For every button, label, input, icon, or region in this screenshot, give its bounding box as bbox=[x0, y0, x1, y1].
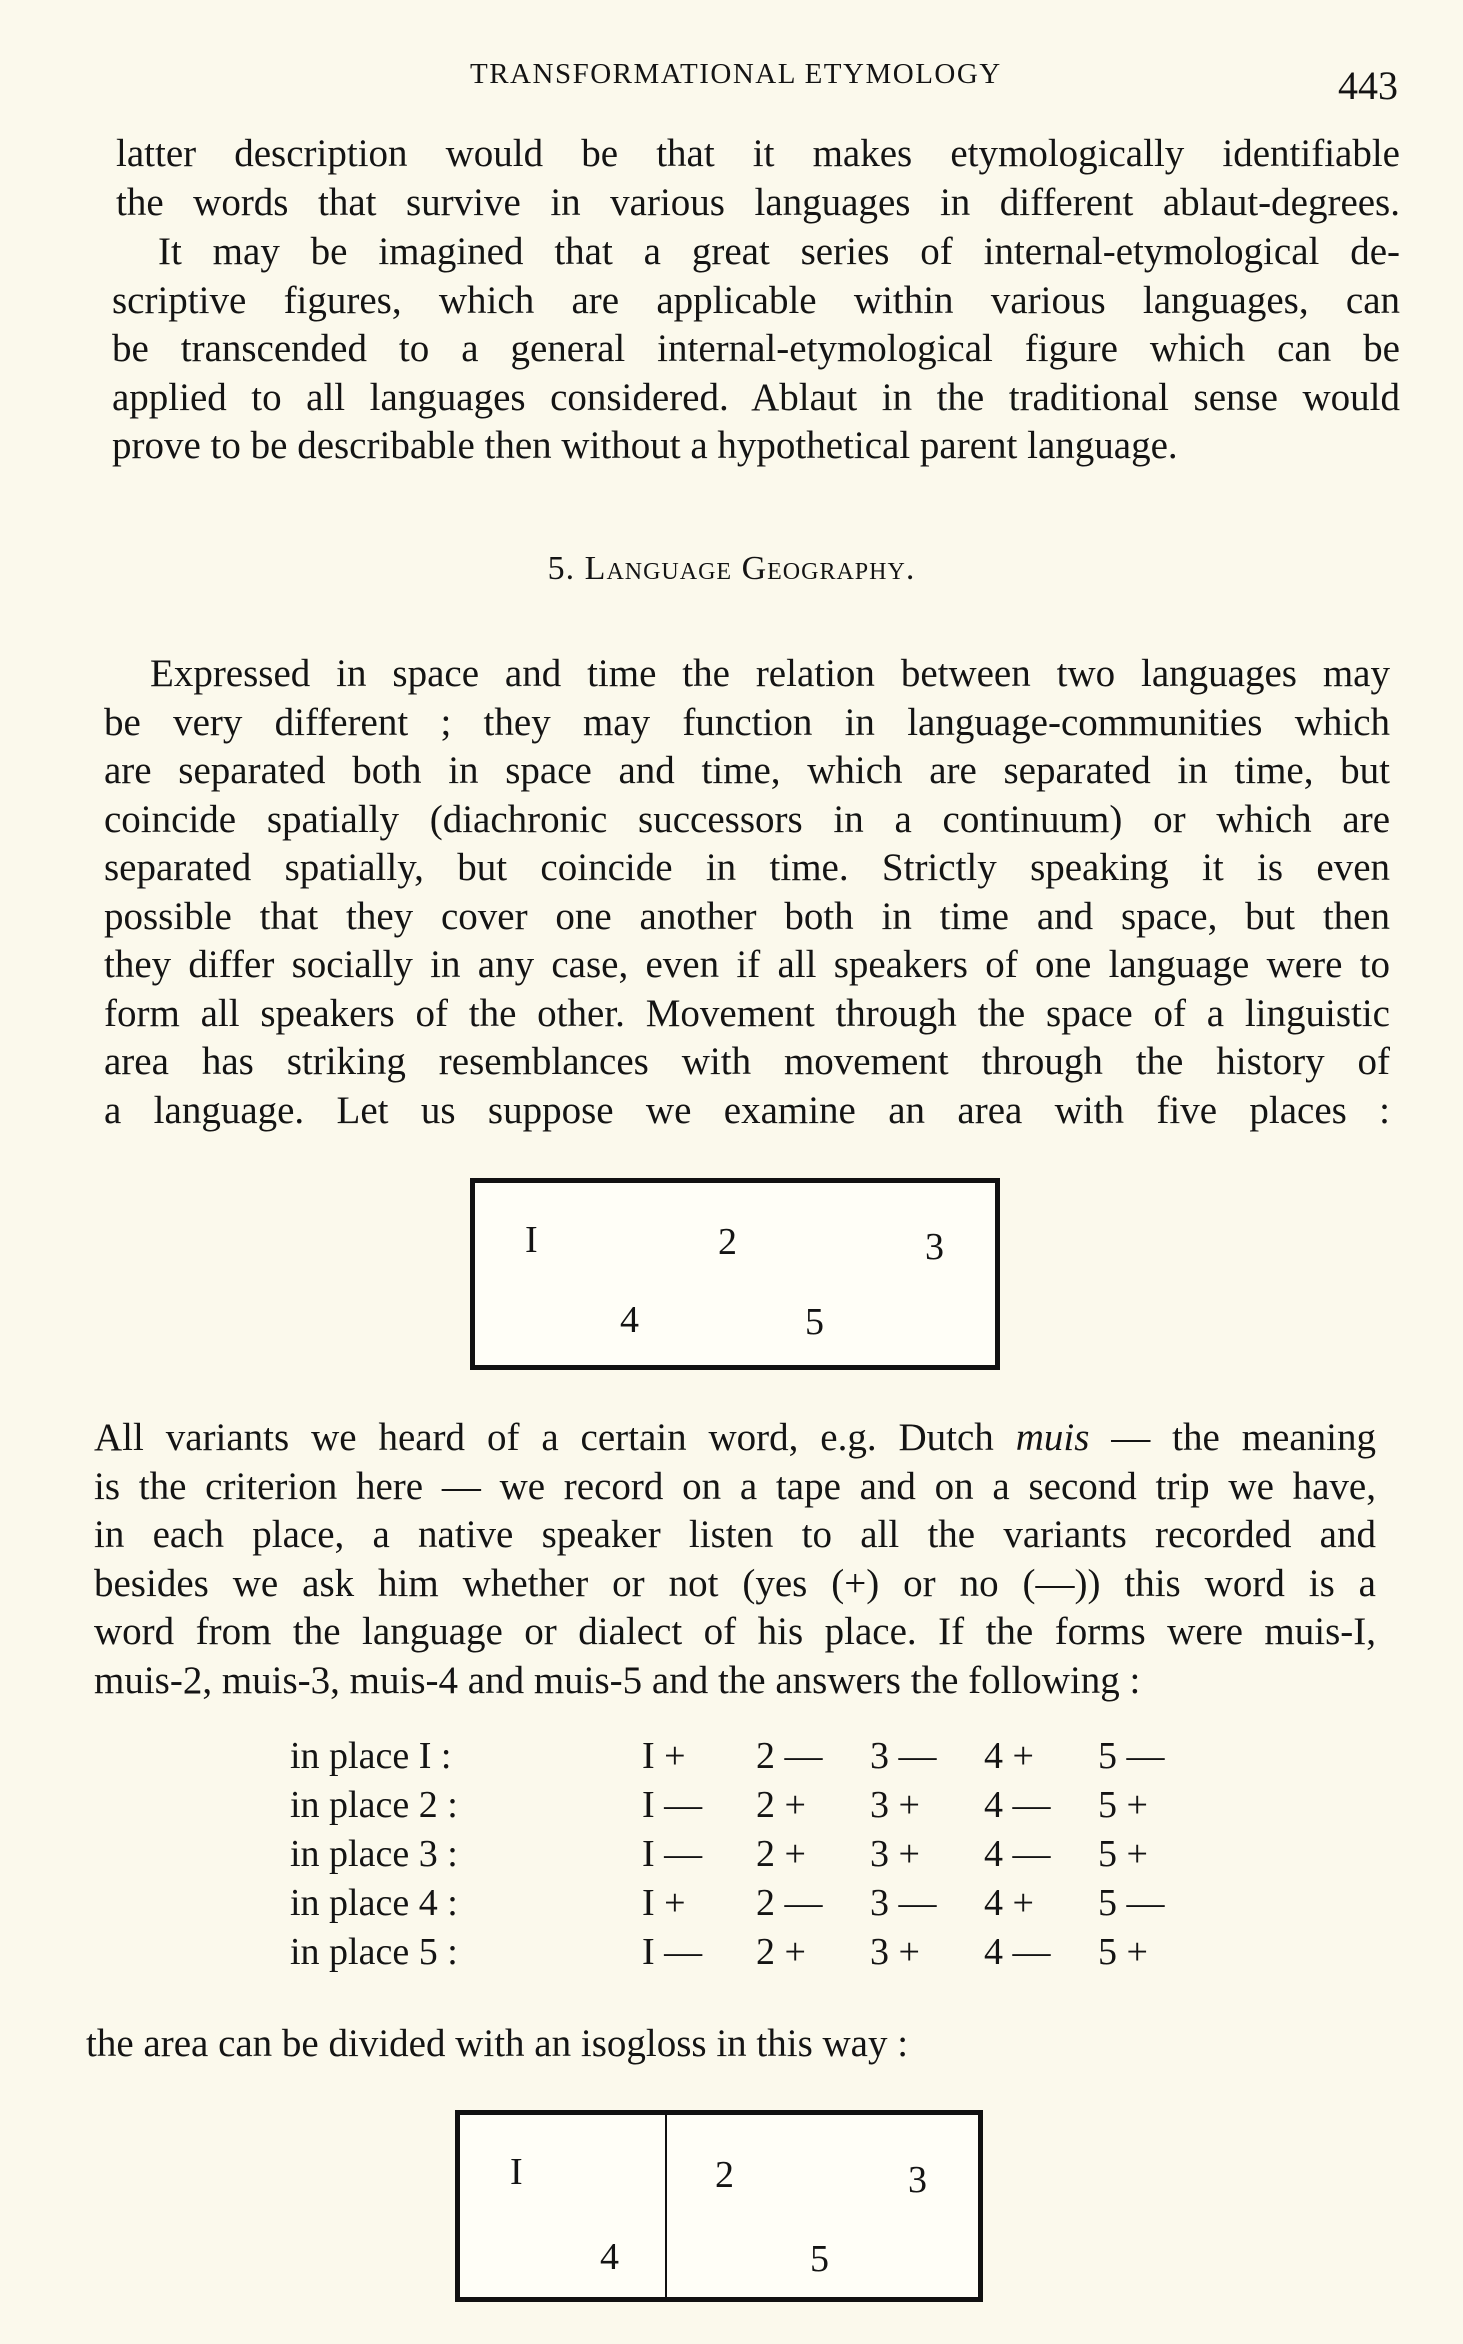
answer-cell: 3 + bbox=[870, 1931, 920, 1973]
row-label: in place 5 : bbox=[290, 1931, 458, 1973]
running-title: TRANSFORMATIONAL ETYMOLOGY bbox=[470, 58, 1002, 90]
paragraph-variants bbox=[94, 1414, 1376, 1705]
answer-row bbox=[290, 1879, 1190, 1928]
text-line: It may be imagined that a great series of internal-etymological de- bbox=[158, 230, 1400, 273]
place-label: 4 bbox=[600, 2236, 619, 2278]
answer-cell: I — bbox=[642, 1833, 703, 1875]
text-span: — the meaning bbox=[1089, 1416, 1377, 1459]
answer-cell: 5 + bbox=[1098, 1833, 1148, 1875]
answer-cell: 3 — bbox=[870, 1735, 937, 1777]
answer-cell: 5 + bbox=[1098, 1931, 1148, 1973]
answer-cell: I — bbox=[642, 1784, 703, 1826]
text-line: a language. Let us suppose we examine an area with five places : bbox=[104, 1088, 1390, 1132]
text-line: the area can be divided with an isogloss in this way : bbox=[86, 2022, 909, 2065]
paragraph-ablaut bbox=[112, 228, 1400, 471]
text-line: prove to be describable then without a hypothetical parent language. bbox=[112, 424, 1178, 467]
answer-cell: 2 — bbox=[756, 1735, 823, 1777]
paragraph-continuation bbox=[116, 130, 1400, 227]
answer-cell: 4 — bbox=[984, 1833, 1051, 1875]
answer-cell: 4 — bbox=[984, 1931, 1051, 1973]
text-line: separated spatially, but coincide in time. Strictly speaking it is even bbox=[104, 846, 1390, 889]
text-line: area has striking resemblances with movement through the history of bbox=[104, 1040, 1390, 1083]
row-label: in place 4 : bbox=[290, 1882, 458, 1924]
text-line: scriptive figures, which are applicable within various languages, can bbox=[112, 278, 1400, 322]
place-label: 5 bbox=[810, 2238, 829, 2280]
page-number: 443 bbox=[1338, 63, 1398, 108]
isogloss-diagram bbox=[455, 2110, 983, 2302]
isogloss-line bbox=[665, 2115, 667, 2297]
text-line: are separated both in space and time, which are separated in time, but bbox=[104, 749, 1390, 792]
section-title: Language Geography. bbox=[584, 550, 916, 587]
text-line: Expressed in space and time the relation between two languages may bbox=[150, 652, 1390, 695]
text-line: be very different ; they may function in language-communities which bbox=[104, 700, 1390, 744]
place-label: 2 bbox=[718, 1221, 737, 1263]
text-line: besides we ask him whether or not (yes (+) or no (—)) this word is a bbox=[94, 1561, 1376, 1605]
answer-cell: 2 + bbox=[756, 1784, 806, 1826]
italic-word: muis bbox=[1015, 1416, 1090, 1459]
place-label: I bbox=[510, 2151, 523, 2193]
answer-row bbox=[290, 1928, 1190, 1977]
text-line: latter description would be that it makes etymologically identifiable bbox=[116, 132, 1400, 175]
paragraph-space-time bbox=[104, 650, 1390, 1135]
answer-cell: 5 — bbox=[1098, 1882, 1165, 1924]
row-label: in place 2 : bbox=[290, 1784, 458, 1826]
section-heading bbox=[0, 550, 1463, 588]
area-diagram bbox=[470, 1178, 1000, 1370]
text-line: be transcended to a general internal-etymological figure which can be bbox=[112, 327, 1400, 370]
text-line: in each place, a native speaker listen to all the variants recorded and bbox=[94, 1513, 1376, 1556]
text-line bbox=[94, 1414, 1376, 1463]
answer-cell: 4 — bbox=[984, 1784, 1051, 1826]
answer-cell: I + bbox=[642, 1735, 686, 1777]
section-number: 5. bbox=[547, 550, 576, 587]
answer-row bbox=[290, 1830, 1190, 1879]
place-label: 3 bbox=[908, 2159, 927, 2201]
answer-cell: 4 + bbox=[984, 1735, 1034, 1777]
text-span: All variants we heard of a certain word, e.g. Dutch bbox=[94, 1416, 1016, 1459]
answer-cell: 2 + bbox=[756, 1931, 806, 1973]
answers-table bbox=[290, 1732, 1190, 1977]
text-line: muis-2, muis-3, muis-4 and muis-5 and the answers the following : bbox=[94, 1658, 1141, 1702]
answer-cell: 5 — bbox=[1098, 1735, 1165, 1777]
answer-cell: 5 + bbox=[1098, 1784, 1148, 1826]
place-label: 5 bbox=[805, 1301, 824, 1343]
place-label: 4 bbox=[620, 1299, 639, 1341]
place-label: I bbox=[525, 1219, 538, 1261]
text-line: possible that they cover one another both in time and space, but then bbox=[104, 894, 1390, 938]
place-label: 3 bbox=[925, 1226, 944, 1268]
text-line: word from the language or dialect of his place. If the forms were muis-I, bbox=[94, 1610, 1376, 1653]
text-line: the words that survive in various languages in different ablaut-degrees. bbox=[116, 180, 1400, 224]
answer-cell: I — bbox=[642, 1931, 703, 1973]
answer-cell: 3 + bbox=[870, 1833, 920, 1875]
answer-cell: 3 — bbox=[870, 1882, 937, 1924]
answer-row bbox=[290, 1732, 1190, 1781]
answer-cell: 3 + bbox=[870, 1784, 920, 1826]
answer-cell: 2 — bbox=[756, 1882, 823, 1924]
text-line: coincide spatially (diachronic successors in a continuum) or which are bbox=[104, 797, 1390, 841]
answer-cell: I + bbox=[642, 1882, 686, 1924]
paragraph-isogloss bbox=[86, 2020, 1286, 2069]
answer-row bbox=[290, 1781, 1190, 1830]
answer-cell: 2 + bbox=[756, 1833, 806, 1875]
row-label: in place 3 : bbox=[290, 1833, 458, 1875]
text-line: form all speakers of the other. Movement through the space of a linguistic bbox=[104, 991, 1390, 1035]
answer-cell: 4 + bbox=[984, 1882, 1034, 1924]
text-line: is the criterion here — we record on a tape and on a second trip we have, bbox=[94, 1464, 1376, 1508]
text-line: applied to all languages considered. Ablaut in the traditional sense would bbox=[112, 375, 1400, 419]
place-label: 2 bbox=[715, 2154, 734, 2196]
row-label: in place I : bbox=[290, 1735, 452, 1777]
text-line: they differ socially in any case, even if all speakers of one language were to bbox=[104, 943, 1390, 986]
